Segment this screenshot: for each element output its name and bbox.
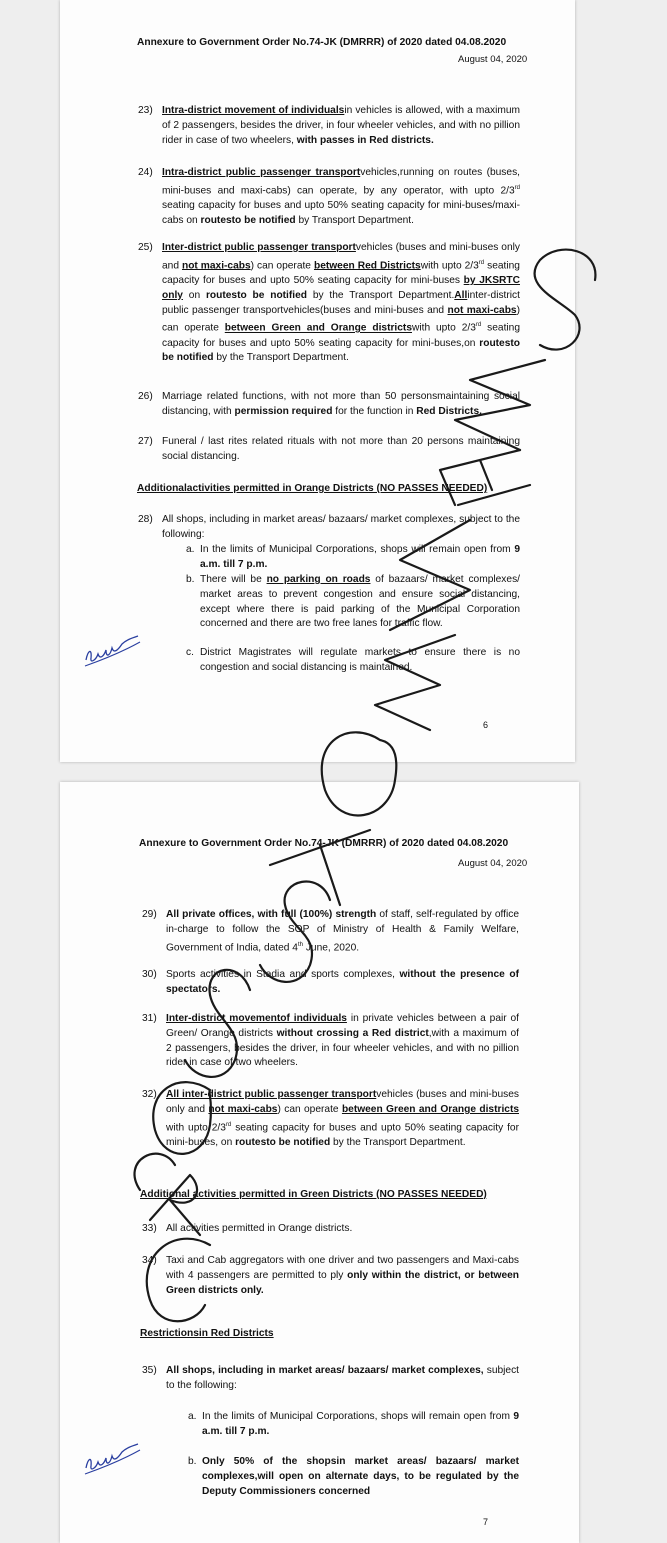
page-date: August 04, 2020 xyxy=(458,54,528,65)
list-item xyxy=(138,390,520,420)
text-run: All inter-district public passenger transport xyxy=(166,1089,377,1100)
text-run: seating capacity for buses and upto 50% seating capacity for mini-buses,on xyxy=(162,322,520,349)
list-item xyxy=(142,968,519,998)
text-run: routesto be notified xyxy=(205,289,307,301)
list-item xyxy=(138,513,520,543)
text-run: inter-district public passenger transportvehicles(buses and mini-buses and xyxy=(162,289,520,316)
text-run: no parking on roads xyxy=(266,574,371,585)
text-run: of bazaars/ market complexes/ market areas to prevent congestion and ensure social distancing, except where there is paid parking of the Municipal Corporation concerned and there are two free lanes for traffic flow. xyxy=(200,574,520,630)
text-run: ) can operate xyxy=(162,304,520,334)
item-number: a. xyxy=(186,544,195,555)
item-number: 32) xyxy=(142,1089,157,1100)
text-run: between Green and Orange districts xyxy=(224,322,412,334)
text-run: All private offices, with full (100%) strength xyxy=(166,909,377,920)
document-page-2 xyxy=(60,782,579,1543)
sub-item xyxy=(188,1455,519,1499)
text-run: vehicles,running on routes (buses, mini-buses and maxi-cabs) can operate, by any operator, with upto 2/3 xyxy=(162,167,520,197)
text-run: in vehicles is allowed, with a maximum of 2 passengers, besides the driver, in four wheeler vehicles, and with no pillion rider in case of two wheelers, xyxy=(162,105,520,146)
item-number: 33) xyxy=(142,1223,157,1234)
text-run: without crossing a Red district xyxy=(276,1027,429,1039)
item-number: 31) xyxy=(142,1013,157,1024)
item-number: 34) xyxy=(142,1255,157,1266)
list-item xyxy=(138,104,520,148)
section-heading-green: Additional activities permitted in Green Districts (NO PASSES NEEDED) xyxy=(140,1189,487,1200)
text-run: only within the district, or between Green districts only. xyxy=(166,1269,519,1296)
text-run: with passes in Red districts. xyxy=(296,134,434,146)
text-run: subject to the following: xyxy=(166,1365,519,1391)
text-run: by the Transport Department. xyxy=(330,1136,466,1148)
text-run: routesto be notified xyxy=(235,1136,331,1148)
text-run: permission required xyxy=(234,405,333,417)
text-run: rd xyxy=(475,322,482,329)
list-item xyxy=(138,166,520,229)
text-run: Sports activities in Stadia and sports complexes, xyxy=(166,969,400,980)
text-run: of staff, self-regulated by office in-charge to follow the SOP of Ministry of Health & Family Welfare, Government of India, dated 4 xyxy=(166,909,519,953)
item-number: b. xyxy=(186,574,195,585)
sub-item xyxy=(186,543,520,573)
text-run: with upto 2/3 xyxy=(166,1121,226,1133)
text-run: ) can operate xyxy=(250,260,314,272)
text-run: seating capacity for buses and upto 50% seating capacity for mini-buses, on xyxy=(166,1121,519,1148)
list-item xyxy=(142,1012,519,1071)
text-run: Marriage related functions, with not more than 50 personsmaintaining social distancing, with xyxy=(162,391,520,417)
text-run: by the Transport Department. xyxy=(213,352,349,364)
item-number: 35) xyxy=(142,1365,157,1376)
item-number: 28) xyxy=(138,514,153,525)
list-item xyxy=(142,1364,519,1394)
item-number: b. xyxy=(188,1456,197,1467)
text-run: in private vehicles between a pair of Green/ Orange districts xyxy=(166,1013,519,1039)
text-run: between Red Districts xyxy=(313,260,421,272)
text-run: Red Districts. xyxy=(416,405,482,417)
text-run: by the Transport Department. xyxy=(307,289,455,301)
list-item xyxy=(138,241,520,366)
text-run: with upto 2/3 xyxy=(420,260,479,272)
text-run: by JKSRTC only xyxy=(162,274,520,301)
text-run: vehicles (buses and mini-buses only and xyxy=(166,1089,519,1115)
sub-item xyxy=(188,1410,519,1440)
text-run: by Transport Department. xyxy=(295,214,414,226)
text-run: All activities permitted in Orange districts. xyxy=(166,1223,353,1234)
section-heading-red: Restrictionsin Red Districts xyxy=(140,1328,274,1339)
list-item xyxy=(142,1254,519,1298)
list-item xyxy=(142,1088,519,1151)
text-run: All shops, including in market areas/ bazaars/ market complexes, xyxy=(166,1365,484,1376)
list-item xyxy=(142,1222,519,1237)
text-run: rd xyxy=(514,184,520,191)
text-run: with upto 2/3 xyxy=(412,322,476,334)
text-run: Intra-district public passenger transport xyxy=(162,167,361,178)
page-number: 6 xyxy=(483,720,489,730)
page-header: Annexure to Government Order No.74-JK (DMRRR) of 2020 dated 04.08.2020 xyxy=(137,37,507,48)
item-number: c. xyxy=(186,647,194,658)
text-run: 9 a.m. till 7 p.m. xyxy=(202,1411,519,1437)
text-run: seating capacity for buses and upto 50% seating capacity for mini-buses/maxi-cabs on xyxy=(162,199,520,226)
text-run: Inter-district public passenger transport xyxy=(162,242,356,253)
sub-item xyxy=(186,573,520,632)
item-number: 25) xyxy=(138,242,153,253)
text-run: ,with a maximum of 2 passengers, besides the driver, in four wheeler vehicles, and with no pillion rider in case of two wheelers. xyxy=(166,1027,519,1069)
text-run: seating capacity for buses and upto 50% seating capacity for mini-buses xyxy=(162,260,520,286)
text-run: routesto be notified xyxy=(162,337,520,364)
text-run: District Magistrates will regulate markets to ensure there is no congestion and social distancing is maintained. xyxy=(200,647,520,673)
text-run: Intra-district movement of individuals xyxy=(162,105,345,116)
text-run: not maxi-cabs xyxy=(208,1103,278,1115)
text-run: Inter-district movementof individuals xyxy=(166,1013,347,1024)
text-run: 9 a.m. till 7 p.m. xyxy=(200,544,520,570)
text-run: for the function in xyxy=(332,405,417,417)
text-run: June, 2020. xyxy=(302,941,360,953)
item-number: 26) xyxy=(138,391,153,402)
text-run: Taxi and Cab aggregators with one driver and two passengers and Maxi-cabs with 4 passengers are permitted to ply xyxy=(166,1255,519,1281)
item-number: 27) xyxy=(138,436,153,447)
text-run: Funeral / last rites related rituals with not more than 20 persons maintaining social distancing. xyxy=(162,436,520,462)
text-run: All xyxy=(454,289,468,301)
item-number: 23) xyxy=(138,105,153,116)
section-heading-orange: Additionalactivities permitted in Orange Districts (NO PASSES NEEDED) xyxy=(137,483,488,494)
text-run: between Green and Orange districts xyxy=(341,1103,519,1115)
item-text: All shops, including in market areas/ bazaars/ market complexes, subject to the following: xyxy=(162,514,520,540)
text-run: Only 50% of the shopsin market areas/ bazaars/ market complexes,will open on alternate days, to be regulated by the Deputy Commissioners concerned xyxy=(202,1456,519,1497)
text-run: rd xyxy=(478,259,485,266)
sub-item xyxy=(186,646,520,676)
text-run: In the limits of Municipal Corporations, shops will remain open from xyxy=(202,1411,514,1422)
item-number: 29) xyxy=(142,909,157,920)
text-run: without the presence of spectators. xyxy=(166,969,519,995)
item-number: 30) xyxy=(142,969,157,980)
signature-initials xyxy=(82,1438,142,1478)
page-number: 7 xyxy=(483,1517,489,1527)
text-run: rd xyxy=(225,1121,232,1128)
item-number: a. xyxy=(188,1411,197,1422)
document-page-1 xyxy=(60,0,575,762)
text-run: on xyxy=(182,289,206,301)
text-run: There will be xyxy=(200,574,267,585)
text-run: not maxi-cabs xyxy=(181,260,251,272)
text-run: th xyxy=(297,941,303,948)
page-date: August 04, 2020 xyxy=(458,858,528,869)
page-header: Annexure to Government Order No.74-JK (DMRRR) of 2020 dated 04.08.2020 xyxy=(139,838,509,849)
list-item xyxy=(138,435,520,465)
text-run: routesto be notified xyxy=(200,214,296,226)
text-run: vehicles (buses and mini-buses only and xyxy=(162,242,520,272)
signature-initials xyxy=(82,630,142,670)
text-run: In the limits of Municipal Corporations, shops will remain open from xyxy=(200,544,515,555)
text-run: ) can operate xyxy=(277,1103,342,1115)
item-number: 24) xyxy=(138,167,153,178)
list-item xyxy=(142,908,519,956)
text-run: not maxi-cabs xyxy=(447,304,517,316)
